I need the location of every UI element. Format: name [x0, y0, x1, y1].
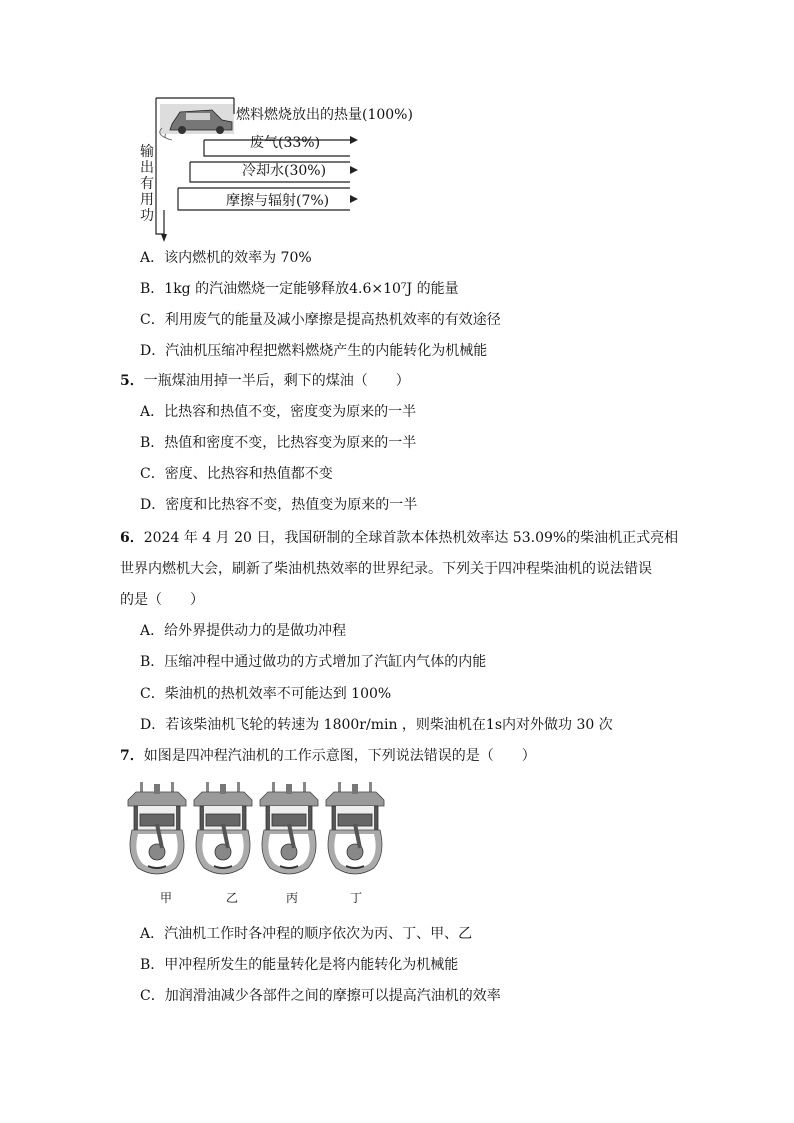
q7-option-b: B．甲冲程所发生的能量转化是将内能转化为机械能 [140, 957, 459, 973]
engine-label-jia: 甲 [160, 891, 173, 905]
engine-label-ding: 丁 [350, 891, 363, 905]
q5-option-a: A．比热容和热值不变，密度变为原来的一半 [140, 404, 417, 420]
q6-stem-line-1: 6．2024 年 4 月 20 日，我国研制的全球首款本体热机效率达 53.09%的柴油机正式亮相 [120, 530, 679, 546]
q5-stem: 5．一瓶煤油用掉一半后，剩下的煤油（ ） [120, 373, 410, 389]
engine-strokes-figure [126, 780, 386, 880]
q6-stem-line-2: 世界内燃机大会，刷新了柴油机热效率的世界纪录。下列关于四冲程柴油机的说法错误 [120, 561, 652, 577]
engine-label-bing: 丙 [286, 891, 299, 905]
useful-work-label: 输 出 有 用 功 [140, 144, 154, 224]
car-icon [160, 104, 234, 140]
q5-option-d: D．密度和比热容不变，热值变为原来的一半 [140, 497, 418, 513]
q4-option-c: C．利用废气的能量及减小摩擦是提高热机效率的有效途径 [140, 312, 501, 328]
engine-label-yi: 乙 [226, 891, 239, 905]
exhaust-label: 废气(33%) [250, 135, 321, 151]
cooling-water-label: 冷却水(30%) [242, 163, 327, 179]
q7-option-c: C．加润滑油减少各部件之间的摩擦可以提高汽油机的效率 [140, 988, 501, 1004]
q6-option-a: A．给外界提供动力的是做功冲程 [140, 623, 347, 639]
total-heat-label: 燃料燃烧放出的热量(100%) [236, 107, 413, 123]
friction-radiation-label: 摩擦与辐射(7%) [226, 193, 330, 209]
q6-option-d: D．若该柴油机飞轮的转速为 1800r/min ，则柴油机在1s内对外做功 30 次 [140, 717, 613, 733]
q7-stem: 7．如图是四冲程汽油机的工作示意图，下列说法错误的是（ ） [120, 748, 536, 764]
q4-option-d: D．汽油机压缩冲程把燃料燃烧产生的内能转化为机械能 [140, 343, 488, 359]
q5-option-b: B．热值和密度不变，比热容变为原来的一半 [140, 435, 417, 451]
q5-option-c: C．密度、比热容和热值都不变 [140, 466, 333, 482]
q4-option-a: A．该内燃机的效率为 70% [140, 250, 312, 266]
q4-option-b: B．1kg 的汽油燃烧一定能够释放4.6×10⁷J 的能量 [140, 281, 459, 297]
q6-option-c: C．柴油机的热机效率不可能达到 100% [140, 686, 392, 702]
q6-option-b: B．压缩冲程中通过做功的方式增加了汽缸内气体的内能 [140, 654, 487, 670]
q7-option-a: A．汽油机工作时各冲程的顺序依次为丙、丁、甲、乙 [140, 926, 473, 942]
q6-stem-line-3: 的是（ ） [120, 592, 204, 608]
